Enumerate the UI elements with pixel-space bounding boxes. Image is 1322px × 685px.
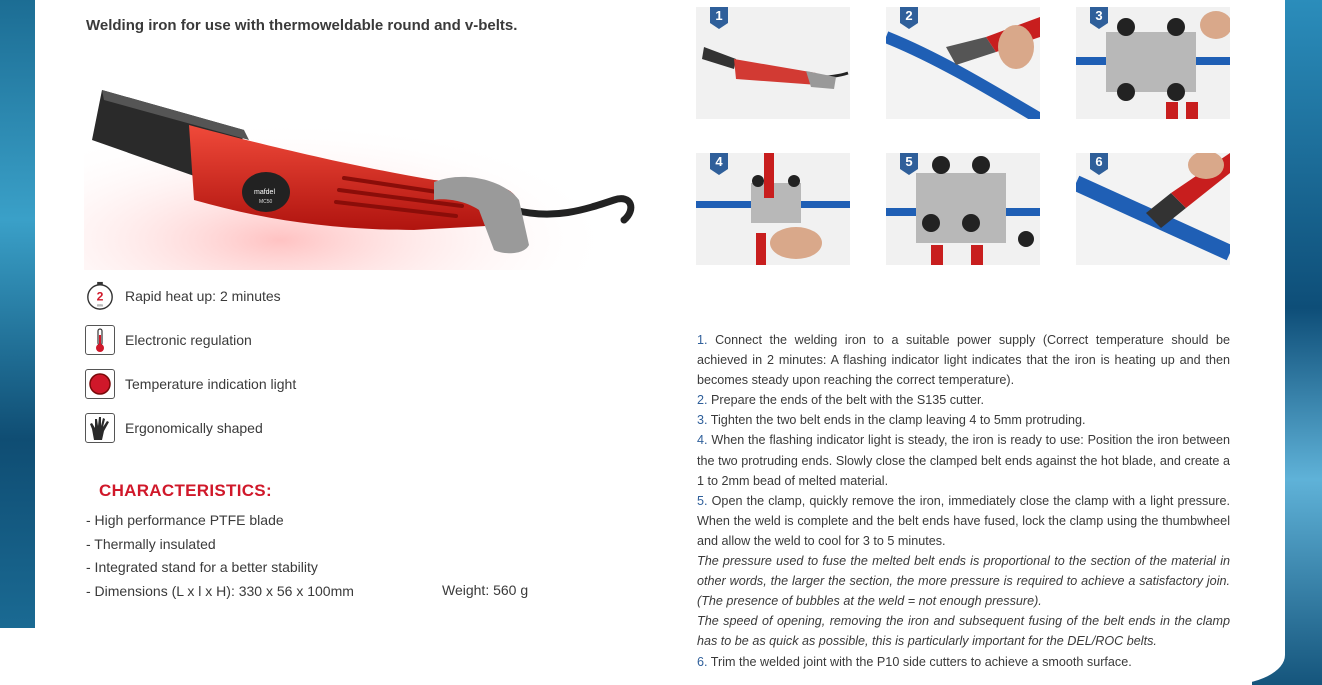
step-text: Open the clamp, quickly remove the iron, immediately close the clamp with a light pressure. When the weld is complete and the belt ends have fused, lock the clamp using the thumbwheel and allow the weld to cool for 3 to 5 minutes. (697, 493, 1230, 548)
step-badge: 4 (710, 153, 728, 175)
feature-label: Temperature indication light (125, 376, 297, 392)
welding-iron-photo (84, 70, 644, 270)
step-photo-1 (696, 7, 850, 119)
weight-value: Weight: 560 g (442, 582, 529, 598)
feature-label: Ergonomically shaped (125, 420, 263, 436)
indicator-light-icon (85, 369, 115, 399)
thermometer-icon (85, 325, 115, 355)
step-number: 3. (697, 413, 708, 428)
instruction-step-4 (697, 430, 1230, 490)
instruction-step-2 (697, 390, 1230, 410)
step-photo-2 (886, 7, 1040, 119)
instruction-step-1 (697, 330, 1230, 390)
feature-item-ergonomic (85, 411, 263, 445)
step-text: Connect the welding iron to a suitable power supply (Correct temperature should be achieved in 2 minutes: A flashing indicator light indicates that the iron is heating up and then becomes steady upon reaching the correct temperature). (697, 333, 1230, 388)
feature-label: Rapid heat up: 2 minutes (125, 288, 281, 304)
step-number: 6. (697, 654, 708, 669)
instruction-step-3 (697, 410, 1230, 430)
characteristic-item: - Dimensions (L x l x H): 330 x 56 x 100mm (86, 583, 354, 599)
step-number: 5. (697, 493, 708, 508)
characteristic-item: - High performance PTFE blade (86, 512, 284, 528)
step-photo-6 (1076, 153, 1230, 265)
step-number: 1. (697, 333, 708, 347)
feature-item-heatup (85, 279, 281, 313)
step-text: Tighten the two belt ends in the clamp leaving 4 to 5mm protruding. (707, 413, 1086, 428)
step-photo-4 (696, 153, 850, 265)
step-text: When the flashing indicator light is steady, the iron is ready to use: Position the iron between the two protruding ends. Slowly close the clamped belt ends against the hot blade, and create a 1 to 2mm bead of melted material. (697, 433, 1230, 488)
instruction-step-6 (697, 652, 1230, 672)
instruction-note-speed: The speed of opening, removing the iron and subsequent fusing of the belt ends in the clamp has to be as quick as possible, this is particularly important for the DEL/ROC belts. (697, 614, 1230, 649)
step-badge: 1 (710, 7, 728, 29)
step-badge: 6 (1090, 153, 1108, 175)
step-photo-3 (1076, 7, 1230, 119)
page-title: Welding iron for use with thermoweldable round and v-belts. (86, 17, 518, 34)
step-text: Trim the welded joint with the P10 side cutters to achieve a smooth surface. (707, 654, 1132, 669)
step-badge: 5 (900, 153, 918, 175)
step-badge: 3 (1090, 7, 1108, 29)
hand-icon (85, 413, 115, 443)
step-number: 4. (697, 433, 708, 448)
step-text: Prepare the ends of the belt with the S135 cutter. (707, 393, 985, 408)
instruction-note-pressure: The pressure used to fuse the melted belt ends is proportional to the section of the material in other words, the larger the section, the more pressure is required to achieve a satisfactory join. (The presence of bubbles at the weld = not enough pressure). (697, 554, 1230, 609)
model-logo-text: MC50 (259, 199, 273, 205)
svg-text:2: 2 (96, 289, 104, 304)
feature-label: Electronic regulation (125, 332, 252, 348)
step-badge: 2 (900, 7, 918, 29)
step-number: 2. (697, 393, 708, 408)
instruction-step-5 (697, 491, 1230, 551)
feature-item-regulation (85, 323, 252, 357)
characteristic-item: - Integrated stand for a better stability (86, 559, 318, 575)
instructions-text (697, 330, 1230, 672)
svg-text:min: min (96, 303, 104, 308)
step-photo-5 (886, 153, 1040, 265)
brand-logo-text: mafdel (254, 189, 276, 196)
stopwatch-icon (85, 281, 115, 311)
feature-item-light (85, 367, 296, 401)
characteristics-title: CHARACTERISTICS: (99, 481, 272, 500)
characteristic-item: - Thermally insulated (86, 536, 216, 552)
